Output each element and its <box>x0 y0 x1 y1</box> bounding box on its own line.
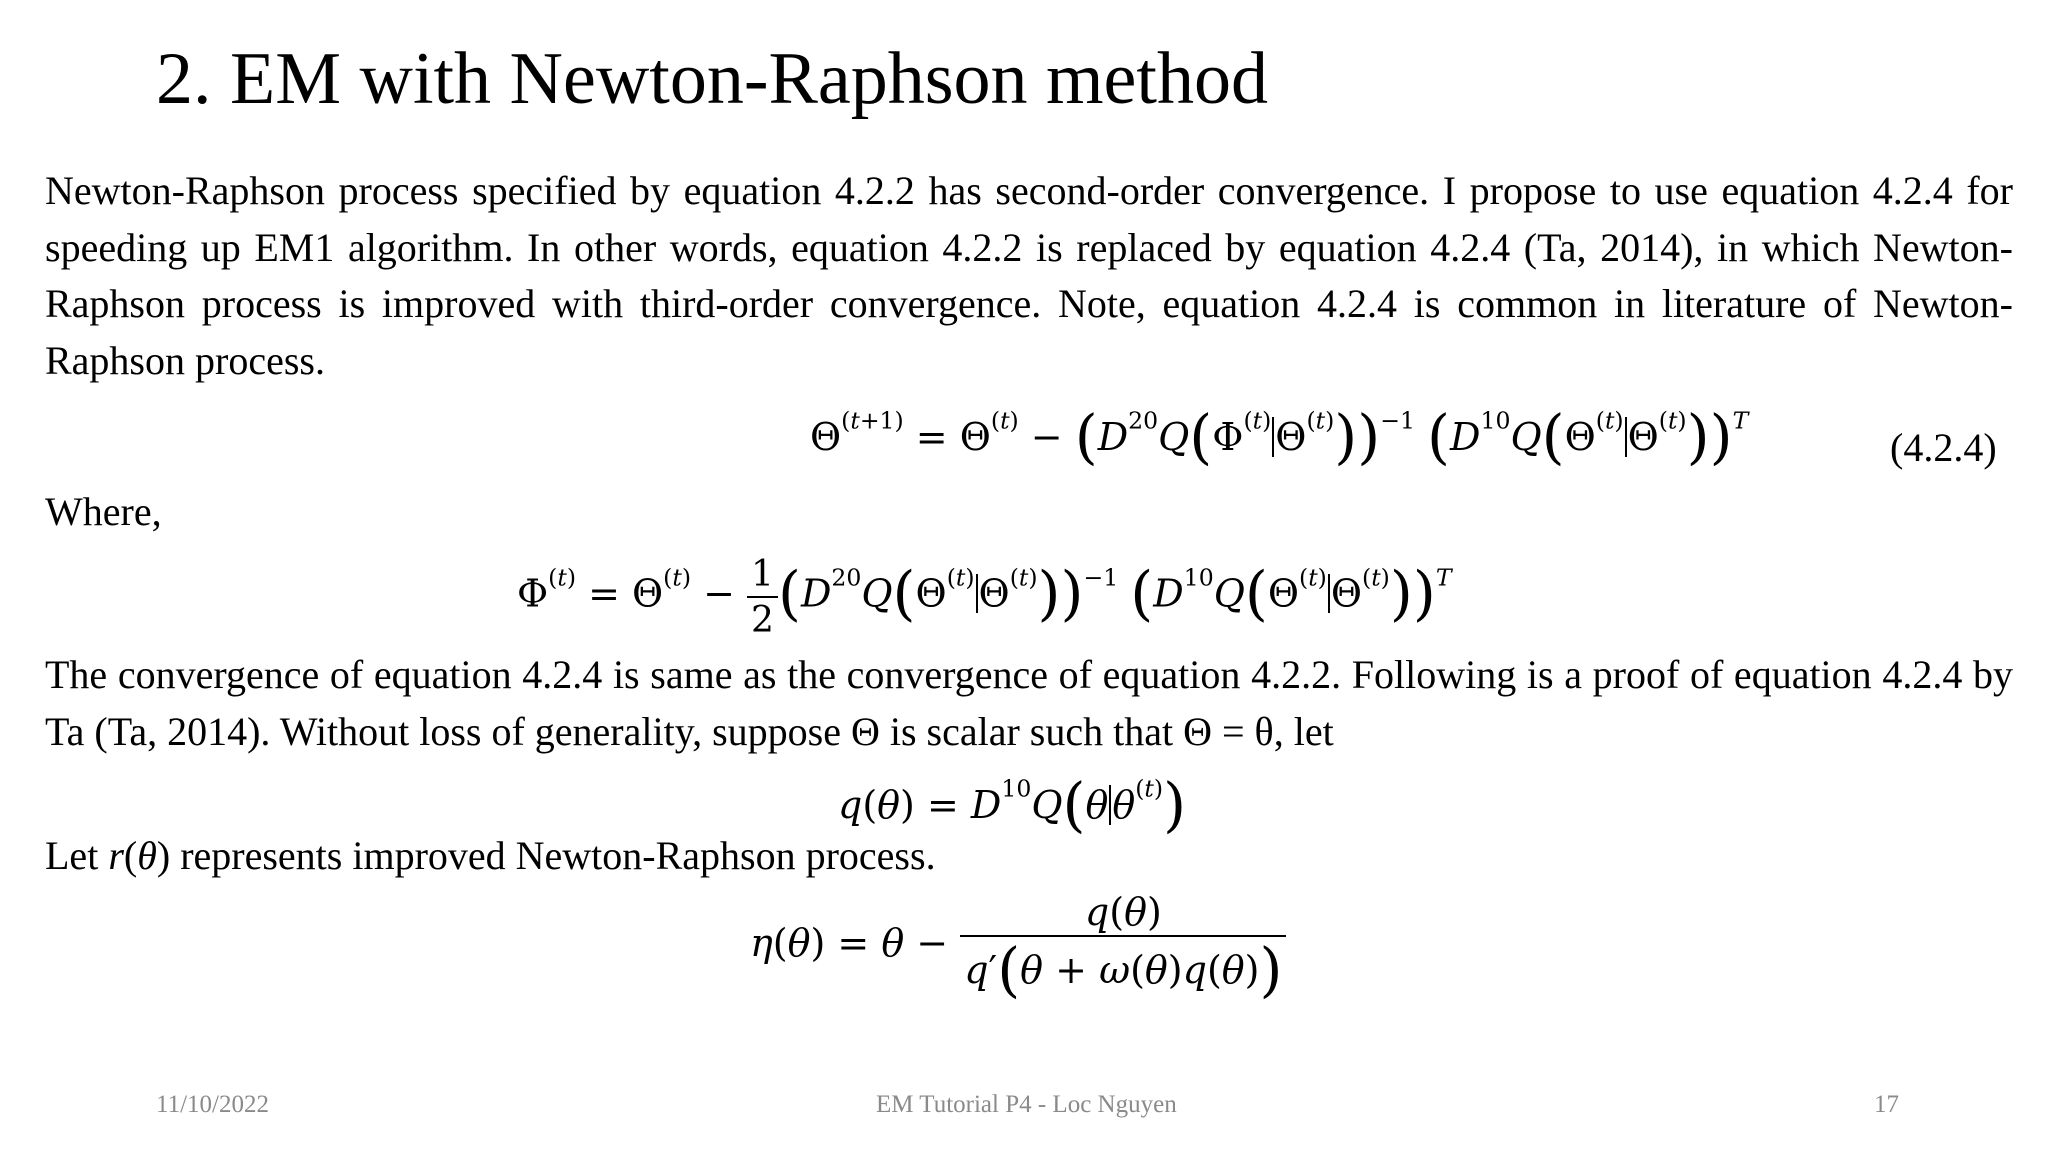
where-label: Where, <box>45 489 162 534</box>
paragraph-intro: Newton-Raphson process specified by equation 4.2.2 has second-order convergence. I propose to use equation 4.2.4 for speeding up EM1 algorithm. In other words, equation 4.2.2 is replaced by equation 4.2.4 (Ta, 2014), in which Newton-Raphson process is improved with third-order convergence. Note, equation 4.2.4 is common in literature of Newton-Raphson process. <box>45 168 2013 383</box>
paragraph-convergence: The convergence of equation 4.2.4 is same as the convergence of equation 4.2.2. Following is a proof of equation 4.2.4 by Ta (Ta, 2014). Without loss of generality, suppose Θ is scalar such that Θ = θ, let <box>45 652 2013 754</box>
equation-q: $q(\theta) = D^{10}Q(\theta$ $\theta^{(t)}$) <box>838 770 1187 839</box>
slide-title: 2. EM with Newton-Raphson method <box>156 38 1268 120</box>
let-line: Let r(θ) represents improved Newton-Raphson process. <box>45 833 936 878</box>
equation-4-2-4: $\Theta^{(t+1)} = \Theta^{(t)} - (D^{20}Q(\Phi^{(t)}$ $\Theta^{(t)}))^{-1}$ ($D^{10}Q(\Theta^{(t)}$ $\Theta^{(t)}))^T$ <box>810 402 1749 471</box>
equation-eta: η(θ) = θ − $\frac{q(\theta)}{q'(\theta + \omega(\theta)q(\theta))}$ <box>750 893 1286 1000</box>
footer-date: 11/10/2022 <box>156 1091 269 1118</box>
footer-title: EM Tutorial P4 - Loc Nguyen <box>876 1091 1177 1118</box>
page-number: 17 <box>1874 1091 1899 1118</box>
equation-phi: $\Phi^{(t)} = \Theta^{(t)}$ − $\frac{1}{2}$ ($D^{20}Q(\Theta^{(t)}$ $\Theta^{(t)}))^{-1}$ ($D^{10}Q(\Theta^{(t)}$ $\Theta^{(t)}))^T$ <box>517 553 1452 642</box>
equation-number: (4.2.4) <box>1890 425 1997 470</box>
